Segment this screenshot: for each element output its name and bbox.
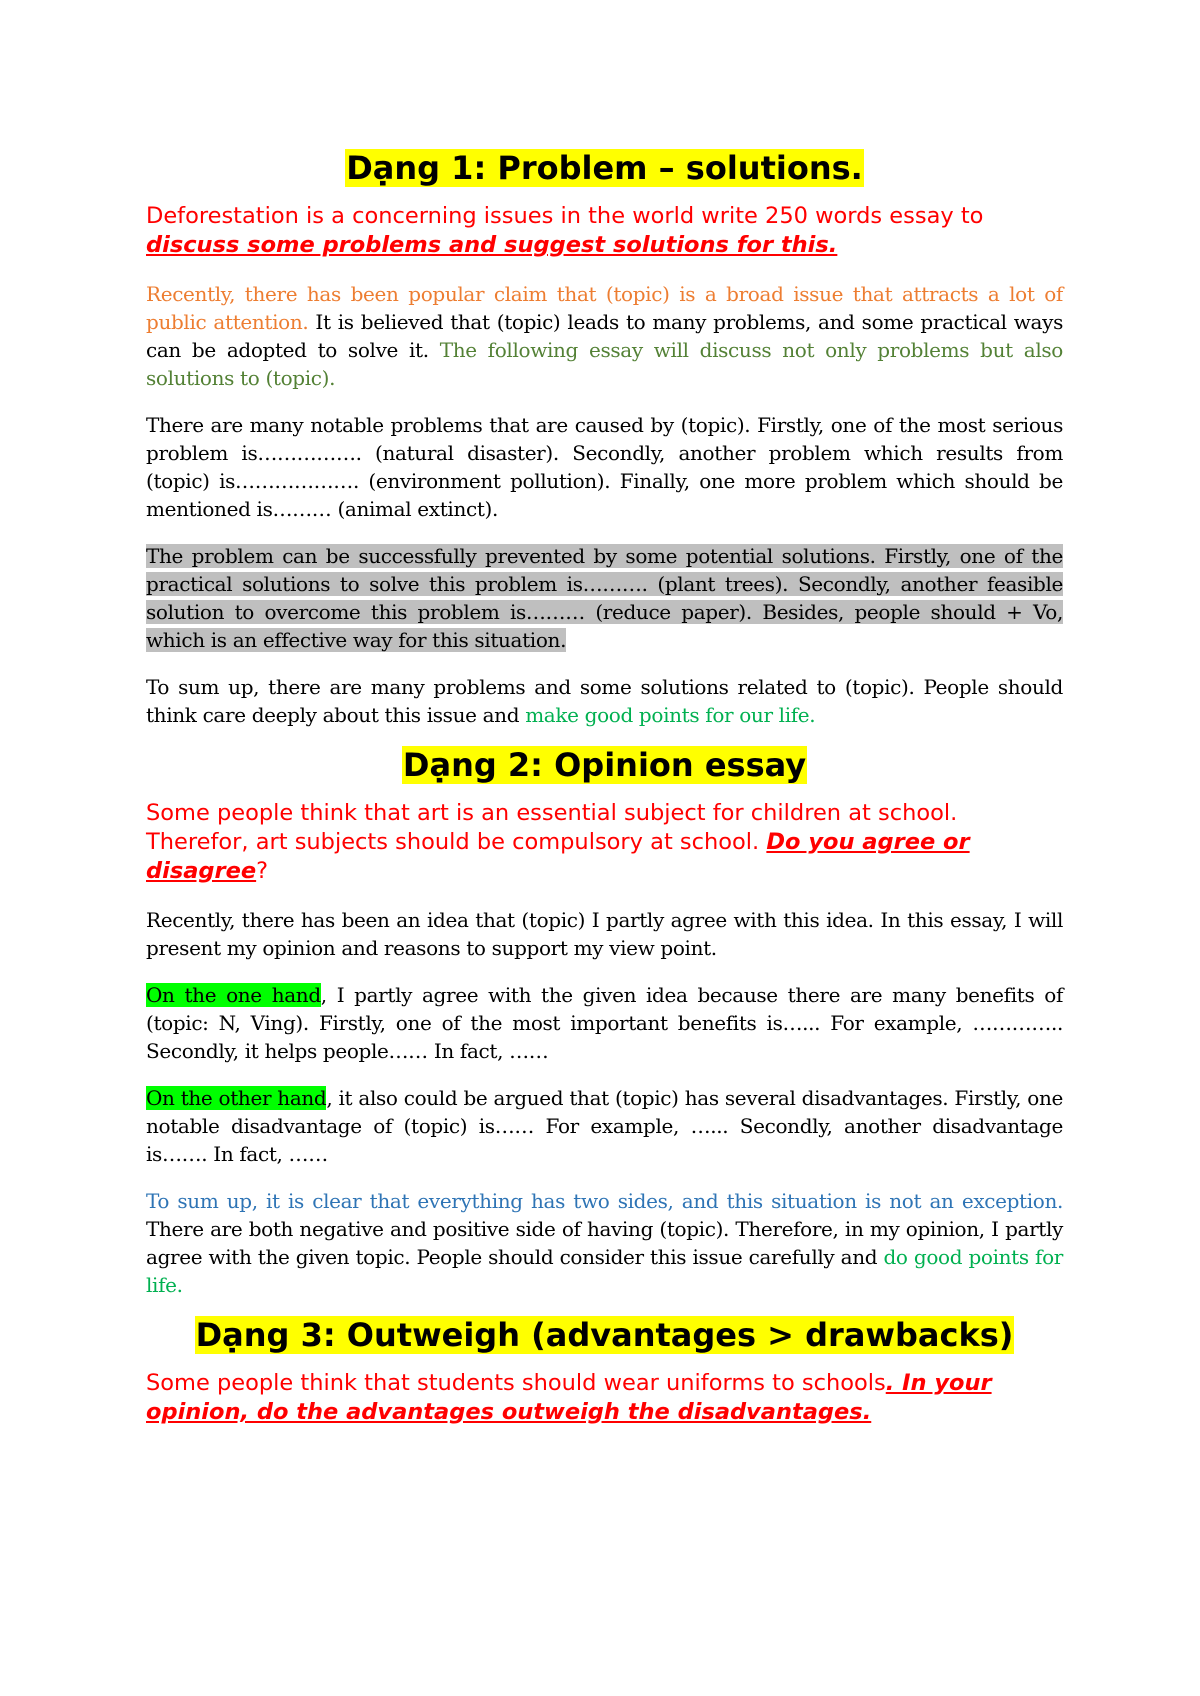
section-1-body-solutions-text: The problem can be successfully prevented by some potential solutions. Firstly, one of the practical solutions to solve this problem is………. (plant trees). Secondly, another feasible solution to overcome this problem is……… (reduce paper). Besides, people should + Vo, which is an effective way for this situation. (146, 544, 1063, 652)
section-2-body-other-hand (146, 1084, 1063, 1168)
section-1-conclusion-black: To sum up, there are many problems and some solutions related to (topic). People should think care deeply about this issue and (146, 675, 1063, 727)
section-2-body-one-hand (146, 981, 1063, 1065)
section-1-prompt-text: Deforestation is a concerning issues in the world write 250 words essay to (146, 203, 984, 229)
section-2-body-other-hand-highlight: On the other hand (146, 1086, 327, 1110)
section-2-heading-text: Dạng 2: Opinion essay (402, 746, 807, 784)
document-content (146, 140, 1063, 1427)
section-1-conclusion-green: make good points for our life. (525, 703, 816, 727)
section-2-intro-text: Recently, there has been an idea that (topic) I partly agree with this idea. In this essay, I will present my opinion and reasons to support my view point. (146, 908, 1063, 960)
section-1-conclusion (146, 673, 1063, 729)
section-2-conclusion-green: do good points for life. (146, 1245, 1063, 1297)
section-1-heading (146, 146, 1063, 190)
section-3-heading (146, 1313, 1063, 1357)
section-1-body-solutions (146, 542, 1063, 654)
section-3-prompt-emphasis: . In your opinion, do the advantages outweigh the disadvantages. (146, 1370, 992, 1425)
section-2-heading (146, 743, 1063, 787)
section-2-conclusion (146, 1187, 1063, 1299)
section-1-heading-text: Dạng 1: Problem – solutions. (346, 149, 863, 187)
section-2-body-one-hand-text: , I partly agree with the given idea because there are many benefits of (topic: N, Ving). Firstly, one of the most important benefits is…... For example, ………….. Secondly, it helps people…… In fact, …… (146, 983, 1064, 1063)
section-2-prompt-emphasis: Do you agree or disagree (146, 829, 970, 884)
section-1-intro-orange: Recently, there has been popular claim that (topic) is a broad issue that attracts a lot of public attention. (146, 282, 1063, 334)
section-3-prompt-text: Some people think that students should wear uniforms to schools (146, 1370, 886, 1396)
section-1-intro (146, 280, 1063, 392)
section-3-prompt (146, 1369, 1063, 1427)
section-2-prompt-end: ? (256, 858, 269, 884)
section-2-conclusion-black: There are both negative and positive side of having (topic). Therefore, in my opinion, I partly agree with the given topic. People should consider this issue carefully and (146, 1217, 1063, 1269)
section-2-intro (146, 906, 1063, 962)
section-1-prompt-emphasis: discuss some problems and suggest solutions for this. (146, 232, 838, 258)
section-1-intro-black: It is believed that (topic) leads to many problems, and some practical ways can be adopted to solve it. (146, 310, 1063, 362)
section-1-body-problems (146, 411, 1063, 523)
section-2-body-other-hand-text: , it also could be argued that (topic) has several disadvantages. Firstly, one notable disadvantage of (topic) is…… For example, …... Secondly, another disadvantage is……. In fact, …… (146, 1086, 1063, 1166)
section-1-prompt (146, 202, 1063, 260)
section-1-body-problems-text: There are many notable problems that are caused by (topic). Firstly, one of the most serious problem is……………. (natural disaster). Secondly, another problem which results from (topic) is………………. (environment pollution). Finally, one more problem which should be mentioned is……… (animal extinct). (146, 413, 1063, 521)
section-2-prompt (146, 799, 1063, 886)
section-3-heading-text: Dạng 3: Outweigh (advantages > drawbacks) (195, 1316, 1014, 1354)
section-2-body-one-hand-highlight: On the one hand (146, 983, 321, 1007)
section-1-intro-olive: The following essay will discuss not only problems but also solutions to (topic). (146, 338, 1063, 390)
section-2-conclusion-blue: To sum up, it is clear that everything has two sides, and this situation is not an exception. (146, 1189, 1063, 1213)
section-2-prompt-text: Some people think that art is an essential subject for children at school. Therefor, art subjects should be compulsory at school. (146, 800, 958, 855)
